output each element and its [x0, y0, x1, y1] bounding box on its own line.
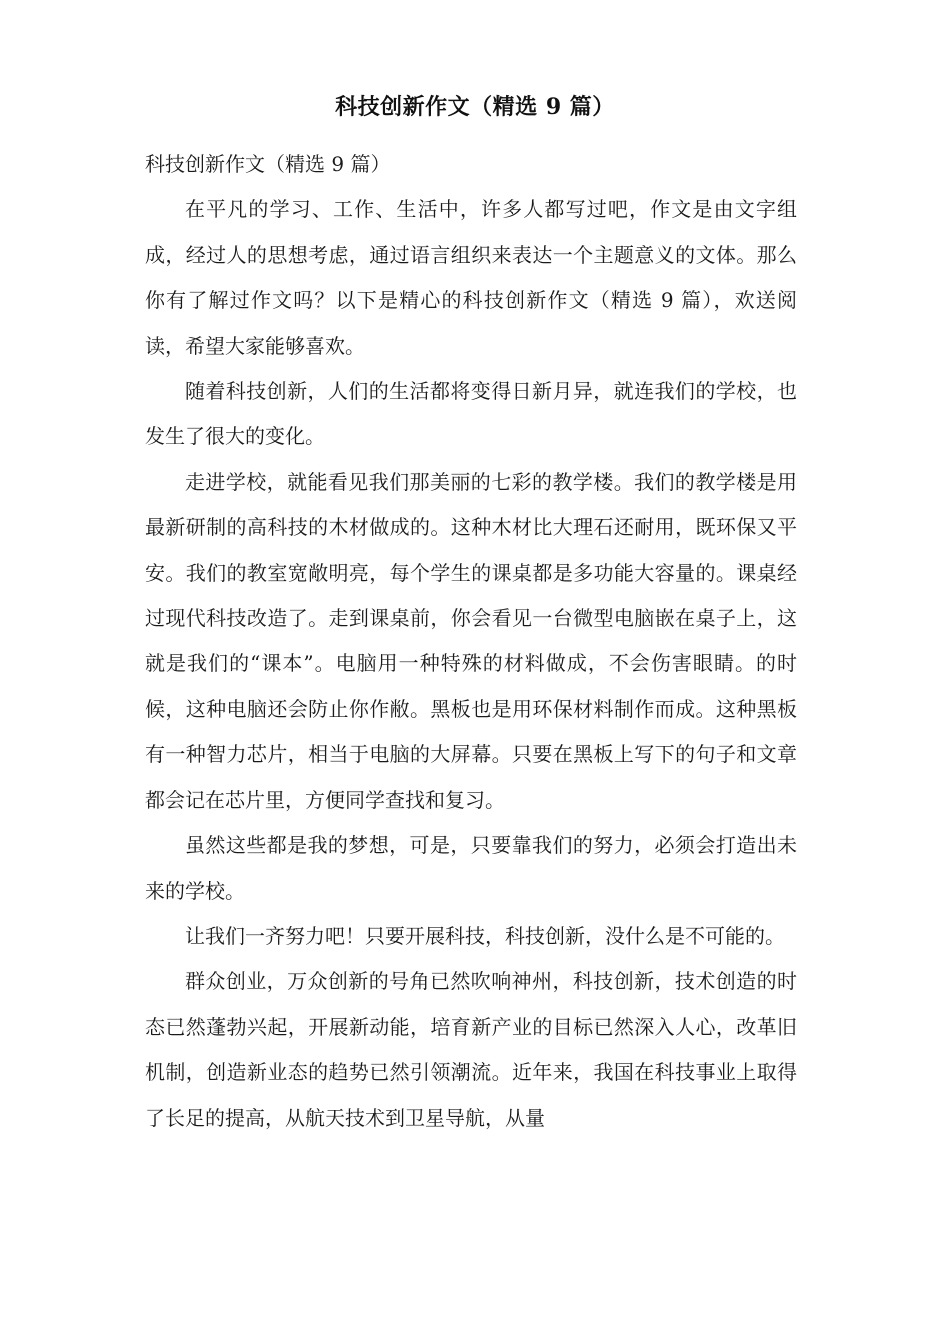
paragraph-6: 群众创业，万众创新的号角已然吹响神州，科技创新，技术创造的时态已然蓬勃兴起，开展新动能，培育新产业的目标已然深入人心，改革旧机制，创造新业态的趋势已然引领潮流。近年来，我国在科技事业上取得了长足的提高，从航天技术到卫星导航，从量: [145, 969, 797, 1130]
paragraph-2: 随着科技创新，人们的生活都将变得日新月异，就连我们的学校，也发生了很大的变化。: [145, 379, 797, 449]
paragraph-5: 让我们一齐努力吧！只要开展科技，科技创新，没什么是不可能的。: [185, 923, 785, 948]
paragraph-intro: 在平凡的学习、工作、生活中，许多人都写过吧，作文是由文字组成，经过人的思想考虑，通过语言组织来表达一个主题意义的文体。那么你有了解过作文吗？以下是精心的科技创新作文（精选 9 篇），欢送阅读，希望大家能够喜欢。: [145, 197, 797, 358]
document-title: 科技创新作文（精选 9 篇）: [335, 94, 615, 120]
document-subtitle: 科技创新作文（精选 9 篇）: [145, 152, 391, 176]
paragraph-3: 走进学校，就能看见我们那美丽的七彩的教学楼。我们的教学楼是用最新研制的高科技的木材做成的。这种木材比大理石还耐用，既环保又平安。我们的教室宽敞明亮，每个学生的课桌都是多功能大容量的。课桌经过现代科技改造了。走到课桌前，你会看见一台微型电脑嵌在桌子上，这就是我们的“课本”。电脑用一种特殊的材料做成，不会伤害眼睛。的时候，这种电脑还会防止你作敝。黑板也是用环保材料制作而成。这种黑板有一种智力芯片，相当于电脑的大屏幕。只要在黑板上写下的句子和文章都会记在芯片里，方便同学查找和复习。: [145, 469, 797, 812]
paragraph-4: 虽然这些都是我的梦想，可是，只要靠我们的努力，必须会打造出未来的学校。: [145, 833, 797, 903]
document-body: [145, 142, 797, 1141]
